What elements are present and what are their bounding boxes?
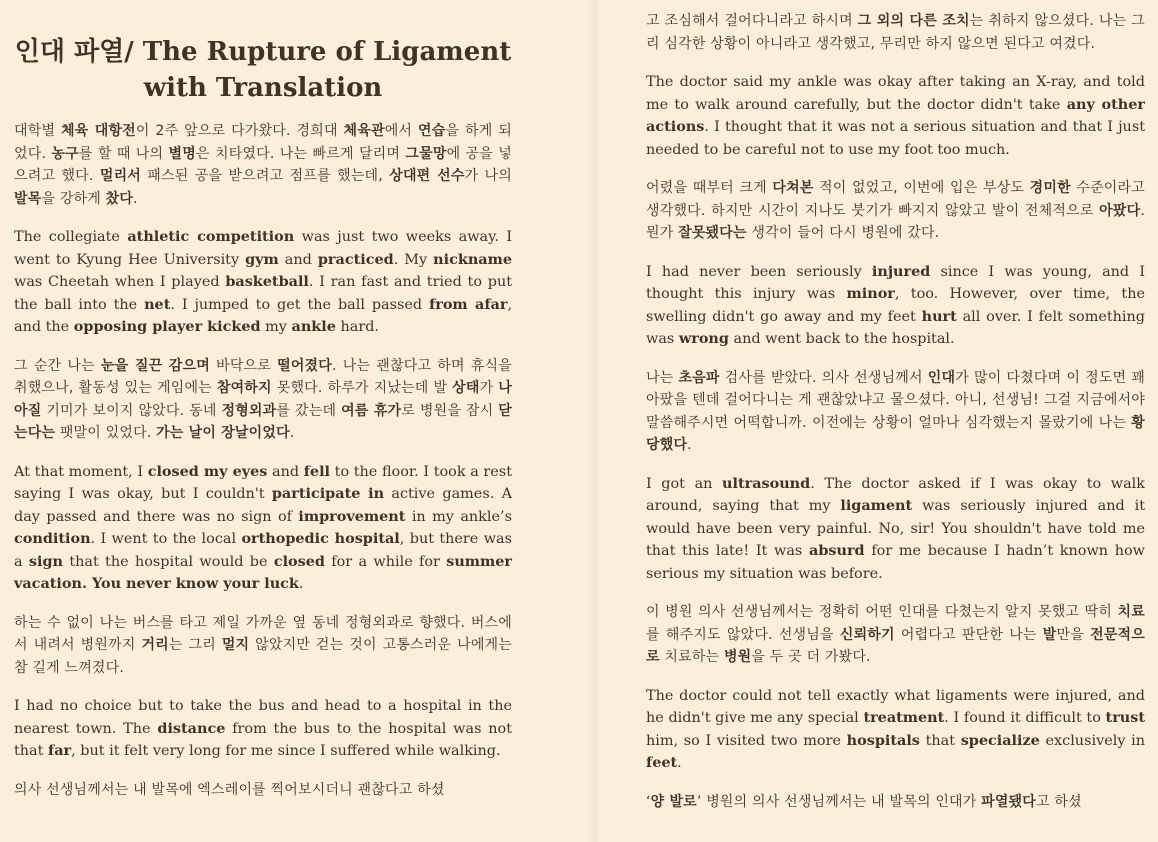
vocab-highlight: 전문적으로 bbox=[646, 626, 1145, 665]
text-run: hard. bbox=[335, 319, 379, 335]
left-paragraphs bbox=[14, 120, 512, 801]
text-run: 가 많이 다쳤다며 이 정도면 꽤 아팠을 텐데 걸어다니는 게 괜찮았냐고 물으셨다. 아니, 선생님! 그걸 지금에서야 말씀해주시면 어떡합니까. 이전에는 상황이 얼마나 심각했는지 몰랐기에 나는 bbox=[646, 369, 1145, 431]
vocab-highlight: 치료 bbox=[1117, 604, 1145, 620]
text-run: 어렵다고 판단한 나는 bbox=[894, 626, 1043, 643]
text-run: At that moment, I bbox=[14, 463, 148, 480]
text-run: . My bbox=[393, 251, 434, 268]
vocab-highlight: sign bbox=[28, 552, 63, 570]
vocab-highlight: athletic competition bbox=[127, 228, 295, 245]
vocab-highlight: opposing player kicked bbox=[73, 318, 261, 335]
text-run: 이 병원 의사 선생님께서는 정확히 어떤 인대를 다쳤는지 알지 못했고 딱히 bbox=[646, 604, 1118, 620]
vocab-highlight: hurt bbox=[921, 307, 957, 325]
korean-paragraph bbox=[14, 612, 512, 680]
article-title: 인대 파열/ The Rupture of Ligament with Translation bbox=[14, 37, 512, 103]
text-run: all over. I felt something was bbox=[646, 308, 1145, 347]
vocab-highlight: 체육 대항전 bbox=[61, 123, 136, 139]
vocab-highlight: 체육관 bbox=[343, 123, 385, 139]
vocab-highlight: distance bbox=[157, 719, 226, 737]
text-run: . bbox=[298, 576, 304, 592]
korean-paragraph bbox=[646, 791, 1145, 814]
vocab-highlight: 경미한 bbox=[1029, 180, 1071, 196]
text-run: 고 조심해서 걸어다니라고 하시며 bbox=[646, 13, 858, 29]
vocab-highlight: practiced bbox=[317, 250, 394, 268]
vocab-highlight: 떨어졌다 bbox=[277, 357, 333, 374]
vocab-highlight: closed bbox=[273, 552, 325, 570]
text-run: 치료하는 bbox=[659, 649, 724, 665]
vocab-highlight: 농구 bbox=[51, 145, 79, 162]
text-run: 가 bbox=[479, 380, 499, 396]
text-run: ’ 병원의 의사 선생님께서는 내 발목의 인대가 bbox=[696, 793, 982, 810]
vocab-highlight: improvement bbox=[298, 507, 406, 525]
text-run: I got an bbox=[646, 475, 723, 492]
vocab-highlight: 상태 bbox=[452, 380, 480, 396]
text-run: 을 두 곳 더 가봤다. bbox=[751, 649, 871, 665]
text-run: . bbox=[677, 755, 682, 771]
vocab-highlight: 발 bbox=[1042, 626, 1057, 643]
text-run: . I jumped to get the ball passed bbox=[170, 296, 430, 313]
english-paragraph bbox=[14, 226, 512, 339]
korean-paragraph bbox=[646, 10, 1145, 55]
text-run: 나는 bbox=[646, 369, 679, 386]
left-column bbox=[14, 0, 512, 801]
vocab-highlight: 인대 bbox=[927, 369, 956, 386]
text-run: to the floor. I took a rest saying I was okay, but I couldn't bbox=[14, 463, 512, 502]
text-run: 생각이 들어 다시 병원에 갔다. bbox=[746, 225, 940, 241]
text-run: that bbox=[919, 732, 961, 749]
text-run: I had never been seriously bbox=[646, 263, 872, 280]
text-run: 수준이라고 생각했다. 하지만 시간이 지나도 붓기가 빠지지 않았고 발이 전체적으로 bbox=[646, 180, 1145, 219]
vocab-highlight: nickname bbox=[433, 250, 512, 268]
text-run: . I ran fast and tried to put the ball into the bbox=[14, 274, 513, 313]
korean-paragraph bbox=[646, 601, 1145, 669]
vocab-highlight: 연습 bbox=[417, 123, 446, 139]
vocab-highlight: basketball bbox=[225, 273, 309, 290]
text-run: 에서 bbox=[384, 123, 418, 139]
vocab-highlight: 발목 bbox=[14, 190, 42, 207]
vocab-highlight: feet bbox=[646, 754, 678, 771]
text-run: . The doctor asked if I was okay to walk around, saying that my bbox=[646, 475, 1145, 514]
text-run: 가 나의 bbox=[464, 168, 512, 184]
english-paragraph bbox=[14, 461, 512, 596]
vocab-highlight: gym bbox=[245, 250, 279, 268]
vocab-highlight: condition bbox=[14, 530, 91, 547]
text-run: , but it felt very long for me since I suffered while walking. bbox=[71, 743, 501, 759]
vocab-highlight: from afar bbox=[429, 295, 508, 313]
text-run: 이 2주 앞으로 다가왔다. 경희대 bbox=[135, 123, 344, 139]
text-run: 를 할 때 나의 bbox=[78, 145, 169, 162]
vocab-highlight: 잘못됐다는 bbox=[678, 225, 747, 241]
right-column bbox=[646, 0, 1145, 813]
vocab-highlight: 다쳐본 bbox=[772, 180, 814, 196]
text-run: and bbox=[267, 463, 304, 480]
vocab-highlight: net bbox=[144, 295, 171, 313]
vocab-highlight: hospitals bbox=[846, 731, 920, 749]
text-run: 못했다. 하루가 지났는데 발 bbox=[271, 380, 453, 396]
text-run: . I thought that it was not a serious situation and that I just needed to be careful not to use my foot too much. bbox=[646, 119, 1145, 158]
text-run: The doctor said my ankle was okay after taking an X-ray, and told me to walk around carefully, but the doctor didn't take bbox=[646, 74, 1145, 113]
text-run: 은 치타였다. 나는 빠르게 달리며 bbox=[195, 145, 406, 162]
text-run: 적이 없었고, 이번에 입은 부상도 bbox=[813, 180, 1030, 196]
vocab-highlight: 닫는다는 bbox=[14, 402, 512, 441]
text-run: and went back to the hospital. bbox=[728, 331, 955, 347]
text-run: 를 갔는데 bbox=[276, 402, 342, 419]
text-run: 는 취하지 않으셨다. 나는 그리 심각한 상황이 아니라고 생각했고, 무리만 하지 않으면 된다고 여겼다. bbox=[646, 13, 1145, 52]
vocab-highlight: 거리 bbox=[141, 637, 169, 653]
text-run: was just two weeks away. I went to Kyung Hee University bbox=[14, 229, 512, 268]
vocab-highlight: 참여하지 bbox=[216, 380, 272, 396]
text-run: and bbox=[278, 251, 318, 268]
vocab-highlight: 멀리서 bbox=[99, 168, 142, 184]
text-run: The doctor could not tell exactly what ligaments were injured, and he didn't give me any special bbox=[646, 687, 1145, 726]
text-run: 을 하게 되었다. bbox=[14, 123, 512, 162]
vocab-highlight: 아팠다 bbox=[1099, 202, 1141, 219]
vocab-highlight: 여름 휴가 bbox=[341, 402, 402, 419]
vocab-highlight: 상대편 선수 bbox=[389, 168, 465, 184]
vocab-highlight: closed my eyes bbox=[147, 462, 268, 480]
text-run: 만을 bbox=[1056, 626, 1091, 643]
vocab-highlight: trust bbox=[1105, 709, 1145, 726]
text-run: 에 공을 넣으려고 했다. bbox=[14, 145, 512, 184]
text-run: The collegiate bbox=[14, 229, 128, 245]
korean-paragraph bbox=[14, 355, 512, 445]
vocab-highlight: 눈을 질끈 감으며 bbox=[100, 357, 211, 374]
text-run: him, so I visited two more bbox=[646, 732, 847, 749]
right-paragraphs bbox=[646, 10, 1145, 813]
english-paragraph bbox=[646, 685, 1145, 775]
vocab-highlight: 신뢰하기 bbox=[839, 626, 895, 643]
text-run: 어렸을 때부터 크게 bbox=[646, 180, 773, 196]
text-run: 대학별 bbox=[14, 123, 62, 139]
vocab-highlight: 그 외의 다른 조치 bbox=[857, 13, 970, 29]
text-run: 는 그리 bbox=[168, 637, 222, 653]
vocab-highlight: 멀지 bbox=[221, 637, 250, 653]
text-run: . I found it difficult to bbox=[944, 710, 1106, 726]
korean-paragraph bbox=[646, 177, 1145, 245]
text-run: . bbox=[133, 190, 138, 207]
english-paragraph bbox=[646, 71, 1145, 161]
text-run: . bbox=[289, 425, 295, 441]
vocab-highlight: any other actions bbox=[646, 95, 1145, 135]
text-run: , and the bbox=[14, 296, 513, 335]
text-run: 하는 수 없이 나는 버스를 타고 제일 가까운 옆 동네 정형외과로 향했다. 버스에서 내려서 병원까지 bbox=[14, 614, 512, 653]
vocab-highlight: far bbox=[48, 742, 72, 759]
vocab-highlight: 양 발로 bbox=[650, 793, 697, 810]
korean-paragraph bbox=[14, 779, 512, 802]
text-run: 고 하셨 bbox=[1036, 793, 1082, 810]
text-run: ‘ bbox=[646, 793, 651, 810]
text-run: 기미가 보이지 않았다. 동네 bbox=[41, 402, 222, 419]
text-run: 팻말이 있었다. bbox=[55, 425, 157, 441]
text-run: 의사 선생님께서는 내 발목에 엑스레이를 찍어보시더니 괜찮다고 하셨 bbox=[14, 781, 445, 798]
vocab-highlight: absurd bbox=[809, 542, 865, 559]
text-run: 로 병원을 잠시 bbox=[401, 402, 499, 419]
text-run: exclusively in bbox=[1039, 732, 1146, 749]
text-run: from the bus to the hospital was not that bbox=[14, 720, 512, 759]
text-run: for a while for bbox=[324, 553, 447, 570]
korean-paragraph bbox=[14, 120, 512, 210]
vocab-highlight: participate in bbox=[271, 485, 385, 502]
vocab-highlight: 별명 bbox=[168, 145, 196, 162]
text-run: in my ankle’s bbox=[405, 508, 512, 525]
vocab-highlight: summer vacation. You never know your luck bbox=[14, 552, 512, 592]
vocab-highlight: 가는 날이 장날이었다 bbox=[156, 425, 290, 441]
english-paragraph bbox=[14, 695, 512, 763]
vocab-highlight: ligament bbox=[840, 497, 913, 514]
vocab-highlight: 정형외과 bbox=[221, 402, 277, 419]
vocab-highlight: specialize bbox=[960, 731, 1040, 749]
text-run: active games. A day passed and there was no sign of bbox=[14, 486, 512, 525]
vocab-highlight: 병원 bbox=[723, 649, 752, 665]
english-paragraph bbox=[646, 473, 1145, 586]
vocab-highlight: fell bbox=[303, 462, 331, 480]
text-run: was seriously injured and it would have been very painful. No, sir! You shouldn't have told me that this late! It was bbox=[646, 498, 1145, 559]
text-run: 검사를 받았다. 의사 선생님께서 bbox=[719, 369, 928, 386]
text-run: 않았지만 걷는 것이 고통스러운 나에게는 참 길게 느껴졌다. bbox=[14, 637, 512, 676]
text-run: , too. However, over time, the swelling didn't go away and my feet bbox=[646, 286, 1145, 325]
text-run: for me because I hadn’t known how serious my situation was before. bbox=[646, 543, 1146, 582]
korean-paragraph bbox=[646, 367, 1145, 457]
vocab-highlight: injured bbox=[871, 262, 931, 280]
text-run: 그 순간 나는 bbox=[14, 357, 101, 374]
vocab-highlight: 파열됐다 bbox=[981, 793, 1037, 810]
english-paragraph bbox=[646, 261, 1145, 351]
text-run: . 나는 괜찮다고 하며 휴식을 취했으나, 활동성 있는 게임에는 bbox=[14, 357, 513, 396]
text-run: 패스된 공을 받으려고 점프를 했는데, bbox=[141, 168, 390, 184]
vocab-highlight: treatment bbox=[863, 709, 945, 726]
vocab-highlight: 찼다 bbox=[105, 190, 134, 207]
text-run: , but there was a bbox=[14, 531, 512, 570]
text-run: . bbox=[687, 437, 692, 453]
vocab-highlight: 황당했다 bbox=[646, 414, 1145, 453]
vocab-highlight: minor bbox=[846, 285, 895, 302]
text-run: that the hospital would be bbox=[63, 553, 274, 570]
vocab-highlight: orthopedic hospital bbox=[241, 530, 400, 547]
page-gutter bbox=[588, 0, 602, 842]
vocab-highlight: 초음파 bbox=[678, 369, 720, 386]
text-run: since I was young, and I thought this injury was bbox=[646, 263, 1146, 302]
text-run: 를 해주지도 않았다. 선생님을 bbox=[646, 626, 840, 643]
text-run: . 뭔가 bbox=[646, 202, 1145, 241]
vocab-highlight: ankle bbox=[291, 318, 336, 335]
text-run: was Cheetah when I played bbox=[14, 274, 226, 290]
vocab-highlight: 나아질 bbox=[14, 380, 512, 419]
text-run: 바닥으로 bbox=[210, 357, 278, 374]
vocab-highlight: ultrasound bbox=[722, 474, 811, 492]
vocab-highlight: 그물망 bbox=[405, 145, 447, 162]
vocab-highlight: wrong bbox=[678, 330, 729, 347]
text-run: my bbox=[260, 319, 292, 335]
text-run: 을 강하게 bbox=[41, 190, 106, 207]
text-run: I had no choice but to take the bus and head to a hospital in the nearest town. The bbox=[14, 698, 512, 737]
text-run: . I went to the local bbox=[90, 531, 242, 547]
